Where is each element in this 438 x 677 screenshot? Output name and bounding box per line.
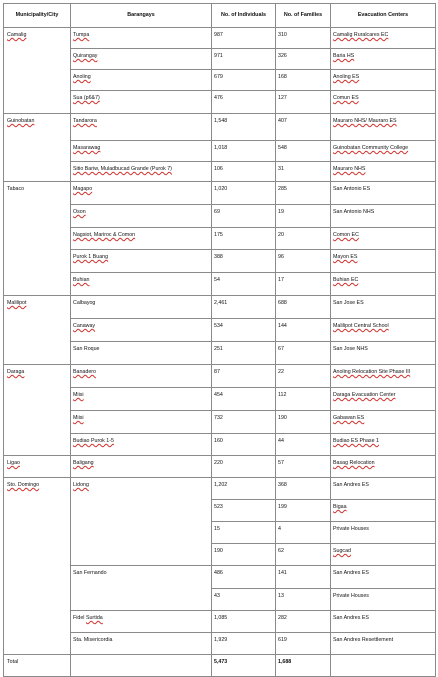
families-cell: 548: [276, 141, 331, 162]
table-row: [4, 28, 436, 49]
individuals-cell: 486: [212, 566, 276, 589]
families-cell: 4: [276, 522, 331, 544]
table-row: [4, 365, 436, 388]
individuals-cell: 476: [212, 91, 276, 114]
total-families: 1,688: [276, 655, 331, 677]
header-row: [4, 4, 436, 28]
total-evacuation-cell: [331, 655, 436, 677]
header-families: No. of Families: [276, 4, 331, 28]
evacuation-center-cell: Buhian EC: [331, 273, 436, 296]
families-cell: 141: [276, 566, 331, 589]
families-cell: 619: [276, 633, 331, 655]
families-cell: 57: [276, 456, 331, 478]
individuals-cell: 679: [212, 70, 276, 91]
evacuation-center-cell: San Jose NHS: [331, 342, 436, 365]
individuals-cell: 523: [212, 500, 276, 522]
table-row: [4, 114, 436, 141]
barangay-cell: Nagsiot, Mariroc & Comon: [71, 228, 212, 250]
barangay-cell: Fidel Surtida: [71, 611, 212, 633]
barangay-cell: Tumpa: [71, 28, 212, 49]
individuals-cell: 251: [212, 342, 276, 365]
families-cell: 688: [276, 296, 331, 319]
municipality-cell: Ligao: [4, 456, 71, 478]
families-cell: 127: [276, 91, 331, 114]
header-barangays: Barangays: [71, 4, 212, 28]
evacuation-center-cell: Anoling ES: [331, 70, 436, 91]
individuals-cell: 54: [212, 273, 276, 296]
barangay-cell: Sua (p6&7): [71, 91, 212, 114]
header-individuals: No. of Individuals: [212, 4, 276, 28]
evacuation-center-cell: Private Houses: [331, 589, 436, 611]
individuals-cell: 1,202: [212, 478, 276, 500]
families-cell: 190: [276, 411, 331, 434]
evacuation-center-cell: Mauraro NHS: [331, 162, 436, 182]
evacuation-center-cell: Baria HS: [331, 49, 436, 70]
families-cell: 62: [276, 544, 331, 566]
individuals-cell: 43: [212, 589, 276, 611]
families-cell: 13: [276, 589, 331, 611]
header-evacuation-centers: Evacuation Centers: [331, 4, 436, 28]
evacuation-center-cell: Daraga Evacuation Center: [331, 388, 436, 411]
evacuation-center-cell: San Antonio ES: [331, 182, 436, 205]
evacuation-center-cell: Comon EC: [331, 228, 436, 250]
families-cell: 407: [276, 114, 331, 141]
evacuation-center-cell: Comun ES: [331, 91, 436, 114]
families-cell: 310: [276, 28, 331, 49]
individuals-cell: 1,085: [212, 611, 276, 633]
barangay-cell: Magapo: [71, 182, 212, 205]
municipality-cell: Camalig: [4, 28, 71, 114]
municipality-cell: Guinobatan: [4, 114, 71, 182]
individuals-cell: 388: [212, 250, 276, 273]
table-row: [4, 182, 436, 205]
municipality-cell: Sto. Domingo: [4, 478, 71, 655]
evacuation-center-cell: Malilipot Central School: [331, 319, 436, 342]
individuals-cell: 175: [212, 228, 276, 250]
families-cell: 20: [276, 228, 331, 250]
barangay-cell: Miisi: [71, 411, 212, 434]
families-cell: 368: [276, 478, 331, 500]
individuals-cell: 971: [212, 49, 276, 70]
table-row: [4, 478, 436, 500]
individuals-cell: 1,020: [212, 182, 276, 205]
evacuation-center-cell: San Andres ES: [331, 478, 436, 500]
individuals-cell: 987: [212, 28, 276, 49]
families-cell: 112: [276, 388, 331, 411]
evacuation-table: [3, 3, 436, 677]
evacuation-center-cell: Gabawan ES: [331, 411, 436, 434]
families-cell: 96: [276, 250, 331, 273]
evacuation-center-cell: Mauraro NHS/ Mauraro ES: [331, 114, 436, 141]
barangay-cell: Buhian: [71, 273, 212, 296]
municipality-cell: Malilipot: [4, 296, 71, 365]
families-cell: 67: [276, 342, 331, 365]
individuals-cell: 1,929: [212, 633, 276, 655]
barangay-label: Surtida: [85, 615, 103, 621]
evacuation-center-cell: Bigaa: [331, 500, 436, 522]
municipality-cell: Tabaco: [4, 182, 71, 296]
barangay-cell: Tandarora: [71, 114, 212, 141]
evacuation-center-cell: Guinobatan Community College: [331, 141, 436, 162]
barangay-cell: Quirangay: [71, 49, 212, 70]
total-label: Total: [4, 655, 71, 677]
families-cell: 168: [276, 70, 331, 91]
barangay-cell: Purok 1 Buang: [71, 250, 212, 273]
barangay-cell: Anoling: [71, 70, 212, 91]
barangay-cell: Canaway: [71, 319, 212, 342]
individuals-cell: 2,461: [212, 296, 276, 319]
evacuation-center-cell: Camalig Ruralcares EC: [331, 28, 436, 49]
barangay-cell: Sitio Bariw, Muladbucad Grande (Purok 7): [71, 162, 212, 182]
table-row: [4, 296, 436, 319]
total-barangay-cell: [71, 655, 212, 677]
barangay-cell: Masarawag: [71, 141, 212, 162]
evacuation-center-cell: Private Houses: [331, 522, 436, 544]
header-municipality: Municipality/City: [4, 4, 71, 28]
barangay-cell: Miisi: [71, 388, 212, 411]
evacuation-center-cell: Budiao ES Phase 1: [331, 434, 436, 456]
individuals-cell: 732: [212, 411, 276, 434]
evacuation-center-cell: San Andres Resettlement: [331, 633, 436, 655]
families-cell: 282: [276, 611, 331, 633]
evacuation-center-cell: Basag Relocation: [331, 456, 436, 478]
families-cell: 22: [276, 365, 331, 388]
individuals-cell: 190: [212, 544, 276, 566]
barangay-cell: Budiao Purok 1-5: [71, 434, 212, 456]
individuals-cell: 454: [212, 388, 276, 411]
families-cell: 199: [276, 500, 331, 522]
families-cell: 31: [276, 162, 331, 182]
barangay-cell: Sta. Misericordia: [71, 633, 212, 655]
barangay-cell: San Roque: [71, 342, 212, 365]
individuals-cell: 160: [212, 434, 276, 456]
barangay-cell: Calbayog: [71, 296, 212, 319]
individuals-cell: 220: [212, 456, 276, 478]
barangay-cell: Oson: [71, 205, 212, 228]
individuals-cell: 69: [212, 205, 276, 228]
families-cell: 144: [276, 319, 331, 342]
individuals-cell: 1,548: [212, 114, 276, 141]
individuals-cell: 87: [212, 365, 276, 388]
evacuation-center-cell: San Jose ES: [331, 296, 436, 319]
evacuation-center-cell: Sugcad: [331, 544, 436, 566]
individuals-cell: 534: [212, 319, 276, 342]
families-cell: 17: [276, 273, 331, 296]
families-cell: 44: [276, 434, 331, 456]
barangay-cell: Baligang: [71, 456, 212, 478]
barangay-cell: Banadero: [71, 365, 212, 388]
families-cell: 326: [276, 49, 331, 70]
total-row: [4, 655, 436, 677]
municipality-cell: Daraga: [4, 365, 71, 456]
individuals-cell: 106: [212, 162, 276, 182]
barangay-cell: San Fernando: [71, 566, 212, 611]
evacuation-center-cell: San Antonio NHS: [331, 205, 436, 228]
total-individuals: 5,473: [212, 655, 276, 677]
table-row: [4, 456, 436, 478]
barangay-cell: Lidong: [71, 478, 212, 566]
families-cell: 19: [276, 205, 331, 228]
evacuation-center-cell: Anoling Relocation Site Phase III: [331, 365, 436, 388]
evacuation-center-cell: Mayon ES: [331, 250, 436, 273]
evacuation-center-cell: San Andres ES: [331, 611, 436, 633]
families-cell: 285: [276, 182, 331, 205]
individuals-cell: 15: [212, 522, 276, 544]
individuals-cell: 1,018: [212, 141, 276, 162]
evacuation-center-cell: San Andres ES: [331, 566, 436, 589]
